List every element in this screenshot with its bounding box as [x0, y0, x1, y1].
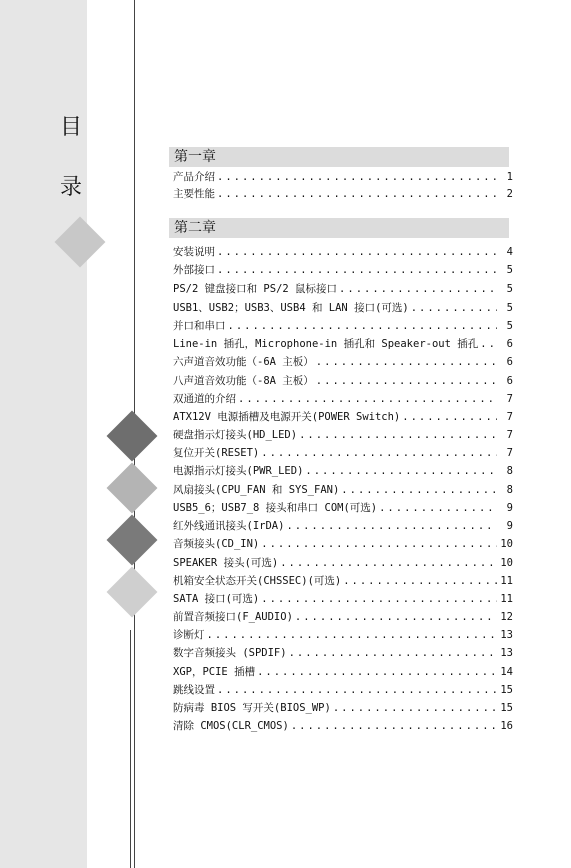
toc-entry-title: 六声道音效功能（-6A 主板）: [173, 356, 314, 368]
dot-leader: [295, 609, 497, 625]
toc-entry-title: PS/2 键盘接口和 PS/2 鼠标接口: [173, 283, 338, 295]
toc-entry-title: 音频接头(CD_IN): [173, 538, 260, 550]
toc-entry[interactable]: [173, 336, 513, 352]
toc-entry-title: ATX12V 电源插槽及电源开关(POWER Switch): [173, 411, 401, 423]
toc-entry[interactable]: [173, 573, 513, 589]
toc-entry-page: 7: [506, 447, 513, 459]
toc-entry[interactable]: [173, 627, 513, 643]
toc-entry-page: 11: [500, 575, 513, 587]
toc-entry-page: 5: [506, 320, 513, 332]
dot-leader: [261, 445, 497, 461]
side-title-char-1: 目: [60, 115, 83, 140]
toc-entry[interactable]: [173, 354, 513, 370]
toc-entry[interactable]: [173, 500, 513, 516]
vertical-rule-lower: [130, 630, 131, 868]
toc-entry-page: 6: [506, 338, 513, 350]
toc-entry[interactable]: [173, 555, 513, 571]
decor-diamond: [107, 567, 158, 618]
toc-entry-page: 10: [500, 538, 513, 550]
toc-entry-title: 跳线设置: [173, 684, 215, 696]
toc-entry[interactable]: [173, 718, 513, 734]
dot-leader: [316, 354, 497, 370]
toc-entry[interactable]: [173, 645, 513, 661]
dot-leader: [261, 591, 497, 607]
toc-entry-page: 15: [500, 702, 513, 714]
toc-entry[interactable]: [173, 445, 513, 461]
toc-entry-title: USB1、USB2；USB3、USB4 和 LAN 接口(可选): [173, 302, 409, 314]
toc-entry-title: USB5_6；USB7_8 接头和串口 COM(可选): [173, 502, 378, 514]
toc-entry[interactable]: [173, 262, 513, 278]
dot-leader: [411, 300, 497, 316]
side-title-char-2: 录: [60, 175, 83, 200]
toc-entry[interactable]: [173, 463, 513, 479]
toc-entry[interactable]: [173, 391, 513, 407]
toc-entry-page: 5: [506, 302, 513, 314]
toc-entry[interactable]: [173, 664, 513, 680]
toc-entry-title: 产品介绍: [173, 171, 215, 183]
toc-entry-page: 13: [500, 629, 513, 641]
dot-leader: [280, 555, 497, 571]
toc-entry-page: 2: [506, 188, 513, 200]
toc-entry-page: 13: [500, 647, 513, 659]
toc-entry-title: 复位开关(RESET): [173, 447, 260, 459]
chapter-1-header: 第一章: [169, 147, 509, 167]
toc-entry-title: 清除 CMOS(CLR_CMOS): [173, 720, 289, 732]
toc-entry-page: 4: [506, 246, 513, 258]
dot-leader: [217, 169, 497, 185]
toc-entry-page: 1: [506, 171, 513, 183]
toc-entry-title: 诊断灯: [173, 629, 205, 641]
toc-entry[interactable]: [173, 409, 513, 425]
dot-leader: [238, 391, 497, 407]
toc-entry-title: 主要性能: [173, 188, 215, 200]
dot-leader: [480, 336, 497, 352]
dot-leader: [286, 518, 497, 534]
dot-leader: [261, 536, 497, 552]
toc-entry-page: 5: [506, 264, 513, 276]
toc-entry[interactable]: [173, 518, 513, 534]
toc-entry-title: 风扇接头(CPU_FAN 和 SYS_FAN): [173, 484, 340, 496]
toc-entry-page: 14: [500, 666, 513, 678]
chapter-2-header: 第二章: [169, 218, 509, 238]
toc-entry-title: 八声道音效功能（-8A 主板）: [173, 375, 314, 387]
dot-leader: [289, 645, 497, 661]
toc-entry-page: 15: [500, 684, 513, 696]
decor-diamond: [107, 463, 158, 514]
dot-leader: [341, 482, 497, 498]
toc-entry-title: SPEAKER 接头(可选): [173, 557, 279, 569]
toc-entry-title: 硬盘指示灯接头(HD_LED): [173, 429, 298, 441]
toc-entry[interactable]: [173, 427, 513, 443]
toc-entry-page: 9: [506, 502, 513, 514]
toc-entry-page: 6: [506, 375, 513, 387]
dot-leader: [339, 281, 497, 297]
toc-entry-title: SATA 接口(可选): [173, 593, 260, 605]
toc-entry-page: 5: [506, 283, 513, 295]
toc-entry-title: 外部接口: [173, 264, 215, 276]
dot-leader: [305, 463, 497, 479]
toc-entry-page: 7: [506, 429, 513, 441]
toc-entry-title: 红外线通讯接头(IrDA): [173, 520, 285, 532]
toc-entry[interactable]: [173, 591, 513, 607]
toc-entry-page: 11: [500, 593, 513, 605]
dot-leader: [316, 373, 497, 389]
dot-leader: [299, 427, 497, 443]
toc-entry[interactable]: [173, 186, 513, 202]
dot-leader: [291, 718, 497, 734]
dot-leader: [217, 682, 497, 698]
dot-leader: [217, 262, 497, 278]
toc-entry-page: 7: [506, 411, 513, 423]
toc-entry-title: 并口和串口: [173, 320, 226, 332]
toc-entry[interactable]: [173, 281, 513, 297]
toc-entry[interactable]: [173, 482, 513, 498]
toc-entry-title: 安装说明: [173, 246, 215, 258]
toc-entry-page: 12: [500, 611, 513, 623]
toc-entry-title: 机箱安全状态开关(CHSSEC)(可选): [173, 575, 342, 587]
toc-entry[interactable]: [173, 609, 513, 625]
dot-leader: [257, 664, 497, 680]
toc-entry[interactable]: [173, 700, 513, 716]
toc-entry[interactable]: [173, 536, 513, 552]
toc-entry-title: 数字音频接头 (SPDIF): [173, 647, 287, 659]
dot-leader: [333, 700, 497, 716]
toc-entry-title: 电源指示灯接头(PWR_LED): [173, 465, 304, 477]
dot-leader: [217, 186, 497, 202]
dot-leader: [379, 500, 497, 516]
dot-leader: [402, 409, 497, 425]
toc-entry[interactable]: [173, 682, 513, 698]
toc-entry-page: 9: [506, 520, 513, 532]
toc-entry-page: 16: [500, 720, 513, 732]
toc-entry[interactable]: [173, 169, 513, 185]
toc-entry-title: 前置音频接口(F_AUDIO): [173, 611, 293, 623]
toc-entry-title: XGP，PCIE 插槽: [173, 666, 256, 678]
toc-entry-title: 防病毒 BIOS 写开关(BIOS_WP): [173, 702, 331, 714]
decor-diamond: [107, 515, 158, 566]
toc-entry-page: 7: [506, 393, 513, 405]
toc-entry-page: 6: [506, 356, 513, 368]
dot-leader: [343, 573, 497, 589]
dot-leader: [217, 244, 497, 260]
toc-entry[interactable]: [173, 318, 513, 334]
toc-entry[interactable]: [173, 244, 513, 260]
decor-diamond: [107, 411, 158, 462]
dot-leader: [228, 318, 498, 334]
toc-entry-page: 10: [500, 557, 513, 569]
toc-entry-page: 8: [506, 465, 513, 477]
toc-entry-page: 8: [506, 484, 513, 496]
dot-leader: [207, 627, 498, 643]
toc-entry-title: 双通道的介绍: [173, 393, 236, 405]
toc-entry[interactable]: [173, 300, 513, 316]
toc-entry[interactable]: [173, 373, 513, 389]
toc-entry-title: Line-in 插孔，Microphone-in 插孔和 Speaker-out 插孔: [173, 338, 479, 350]
